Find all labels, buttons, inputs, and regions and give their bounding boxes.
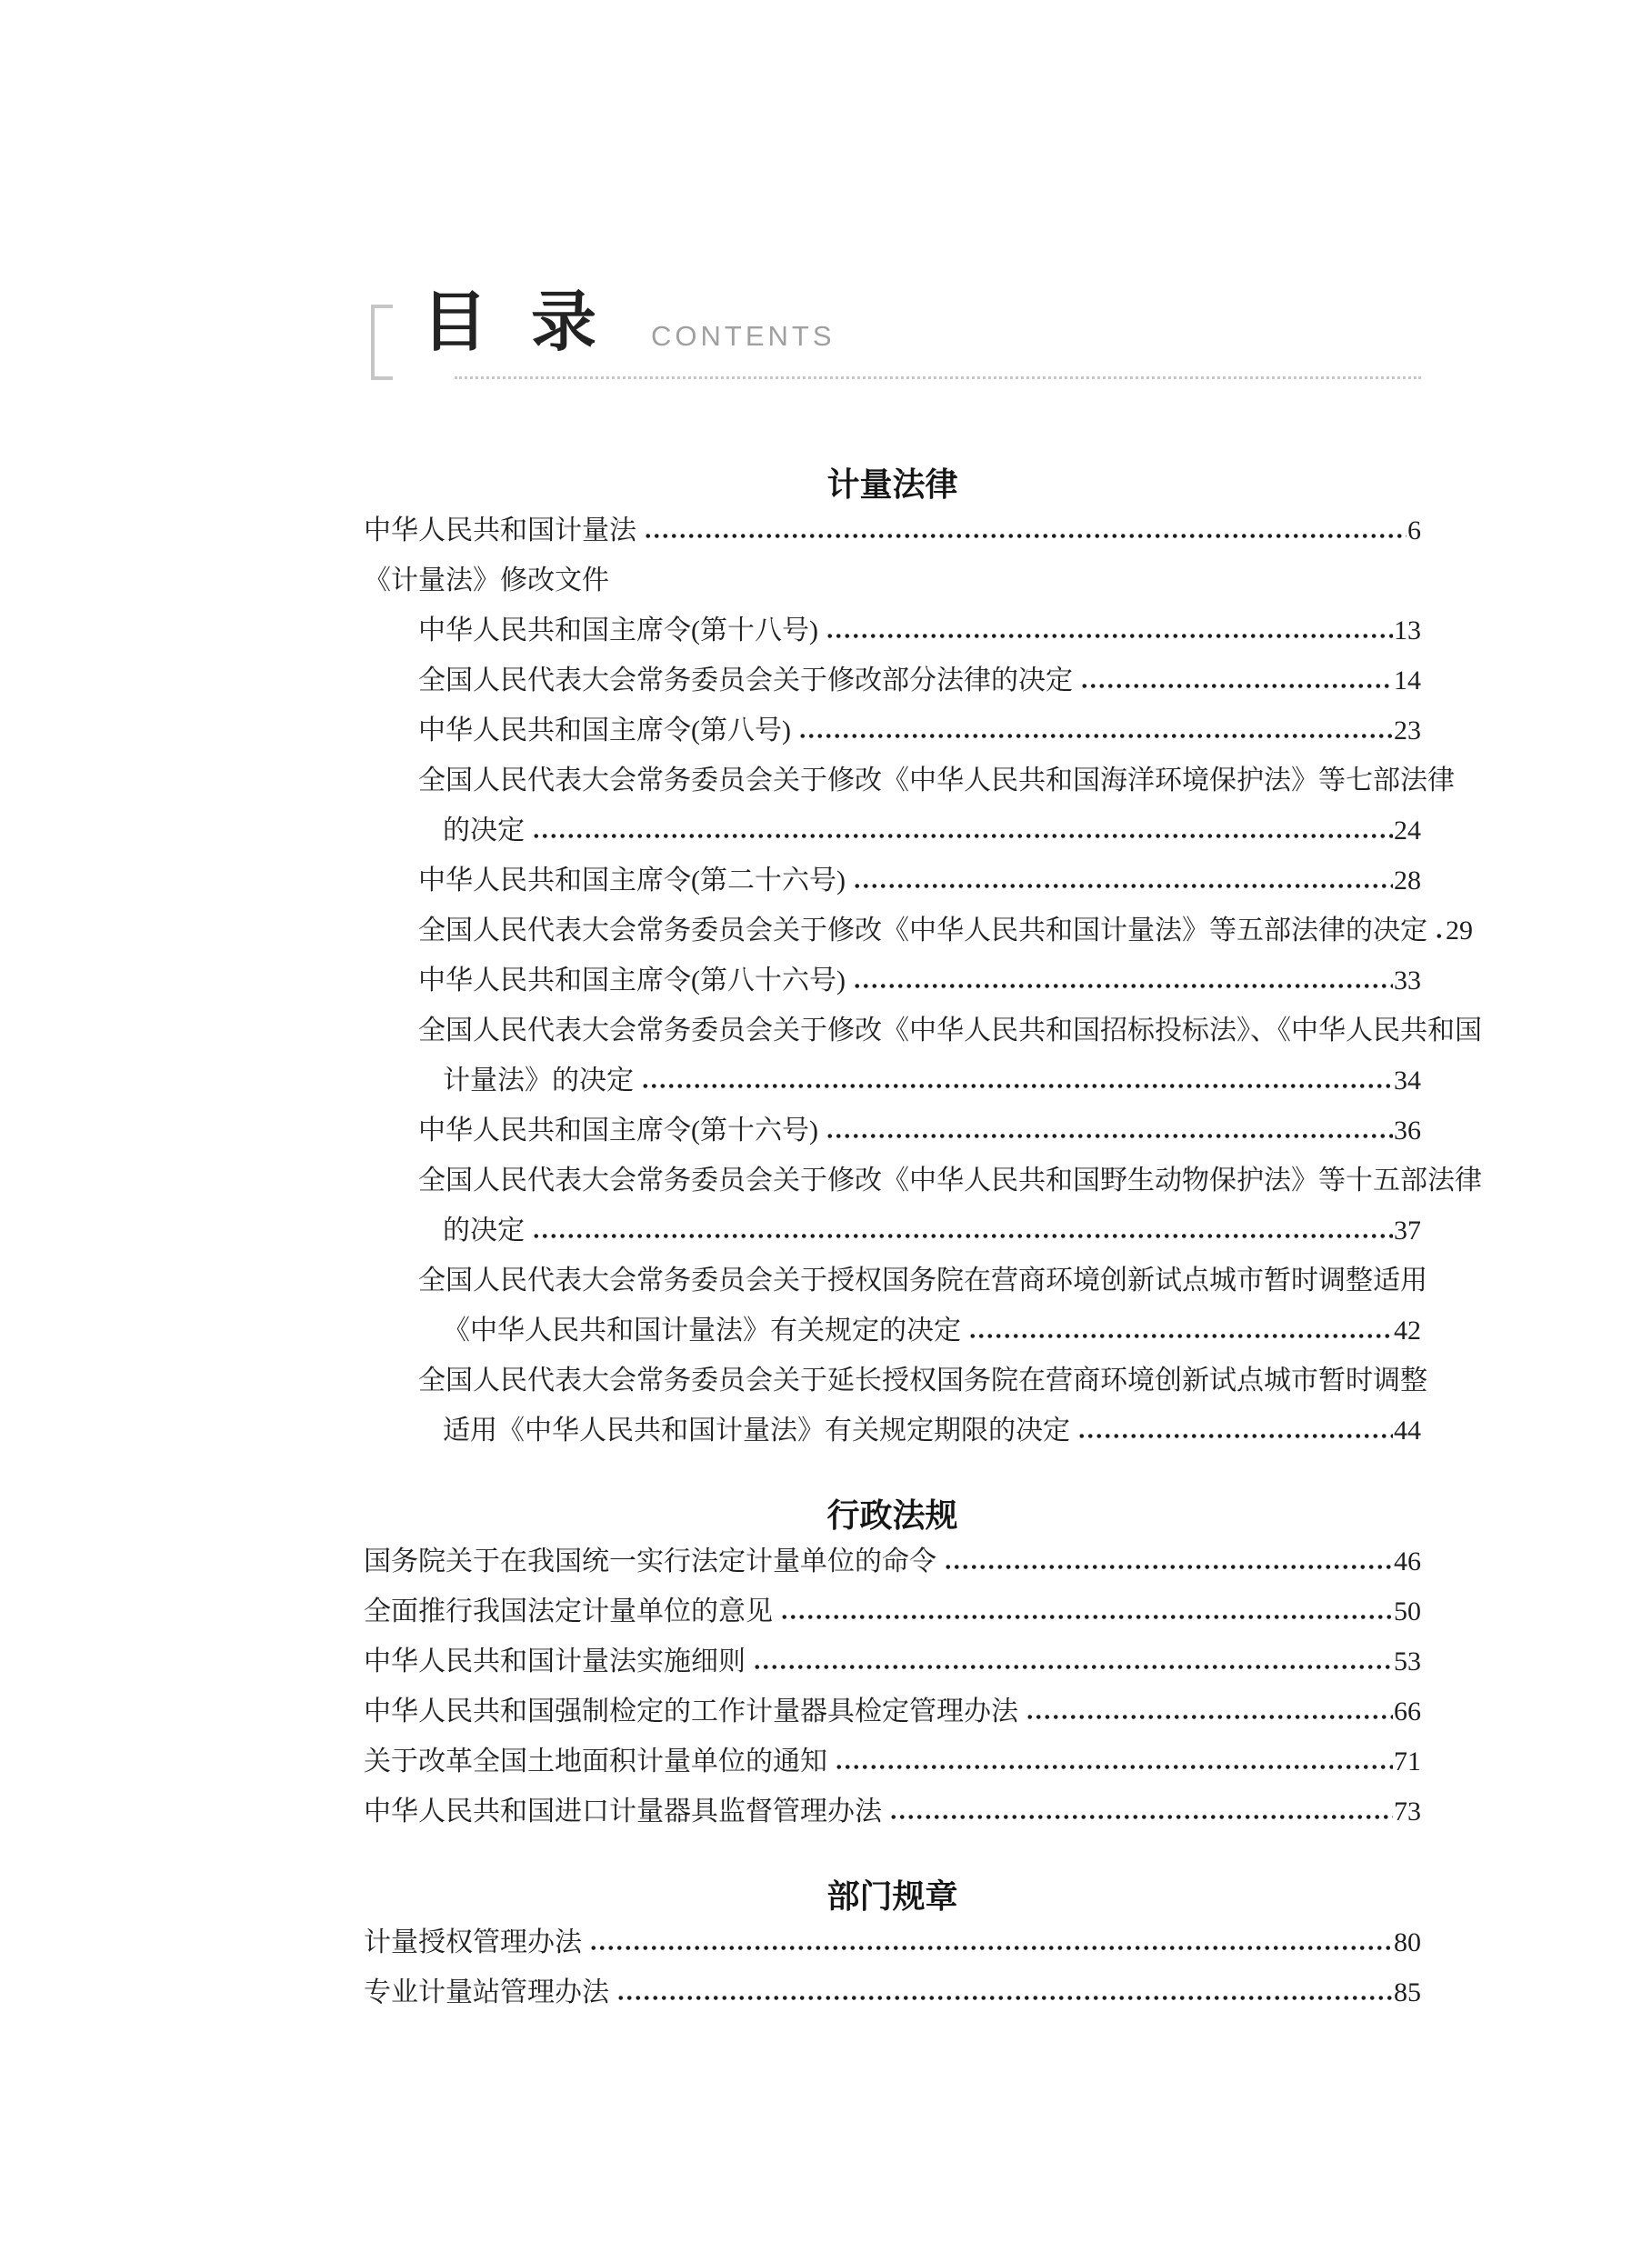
toc-entry	[364, 1917, 1421, 1967]
toc-entry	[364, 1586, 1421, 1636]
section-heading: 计量法律	[826, 465, 958, 504]
page-number: 13	[1394, 616, 1421, 646]
entry-title: 《中华人民共和国计量法》有关规定的决定	[443, 1316, 961, 1346]
toc-entry	[443, 806, 1421, 856]
dot-leader	[525, 1206, 1394, 1256]
entry-title: 中华人民共和国主席令(第八号)	[418, 716, 791, 746]
dot-leader	[936, 1536, 1394, 1586]
title-row	[422, 286, 1421, 359]
section-heading: 部门规章	[826, 1877, 958, 1916]
entry-title: 《计量法》修改文件	[364, 566, 609, 596]
page-number: 24	[1394, 816, 1421, 846]
page-title: 目 录	[422, 286, 610, 359]
entry-title: 中华人民共和国计量法	[364, 515, 636, 546]
toc-sections	[364, 463, 1482, 2017]
toc-entry	[443, 1206, 1421, 1256]
entry-title: 中华人民共和国主席令(第八十六号)	[418, 966, 846, 996]
dot-leader	[773, 1586, 1394, 1636]
entry-title: 全国人民代表大会常务委员会关于授权国务院在营商环境创新试点城市暂时调整适用	[418, 1266, 1427, 1296]
page-number: 33	[1394, 966, 1421, 996]
section-heading: 行政法规	[826, 1496, 958, 1535]
toc-entry	[418, 1256, 1427, 1306]
dot-leader	[609, 1967, 1394, 2017]
entry-title: 中华人民共和国计量法实施细则	[364, 1646, 746, 1677]
entry-title: 全国人民代表大会常务委员会关于修改《中华人民共和国野生动物保护法》等十五部法律	[418, 1166, 1482, 1196]
toc-section	[364, 463, 1482, 1456]
entry-title: 中华人民共和国主席令(第二十六号)	[418, 866, 846, 896]
toc-entry	[364, 1787, 1421, 1837]
toc-entry	[364, 505, 1421, 555]
entry-title: 全国人民代表大会常务委员会关于修改《中华人民共和国海洋环境保护法》等七部法律	[418, 766, 1455, 796]
entry-title: 全面推行我国法定计量单位的意见	[364, 1596, 773, 1627]
page-number: 46	[1394, 1546, 1421, 1577]
dot-leader	[791, 706, 1394, 756]
page-number: 29	[1446, 916, 1473, 946]
dot-leader	[818, 606, 1394, 656]
toc-entry	[418, 906, 1473, 956]
dot-leader	[582, 1917, 1394, 1967]
header-divider	[455, 376, 1421, 379]
entry-title: 中华人民共和国强制检定的工作计量器具检定管理办法	[364, 1697, 1018, 1727]
toc-entry	[364, 1687, 1421, 1737]
toc-entry	[364, 1636, 1421, 1687]
page-number: 28	[1394, 866, 1421, 896]
entry-title: 全国人民代表大会常务委员会关于修改《中华人民共和国计量法》等五部法律的决定	[418, 916, 1427, 946]
dot-leader	[846, 856, 1394, 906]
toc-entry	[364, 1536, 1421, 1586]
toc-entry	[443, 1056, 1421, 1106]
toc-entry	[418, 1106, 1421, 1156]
toc-entry	[443, 1406, 1421, 1456]
entry-title: 全国人民代表大会常务委员会关于延长授权国务院在营商环境创新试点城市暂时调整	[418, 1366, 1427, 1396]
entry-title: 的决定	[443, 1216, 525, 1246]
page-number: 50	[1394, 1596, 1421, 1627]
dot-leader	[961, 1306, 1394, 1356]
toc-entry	[418, 856, 1421, 906]
page-number: 85	[1394, 1977, 1421, 2008]
dot-leader	[525, 806, 1394, 856]
toc-section	[364, 1875, 1421, 2017]
page-number: 34	[1394, 1066, 1421, 1096]
page-number: 37	[1394, 1216, 1421, 1246]
entry-title: 关于改革全国土地面积计量单位的通知	[364, 1747, 827, 1777]
dot-leader	[818, 1106, 1394, 1156]
dot-leader	[846, 956, 1394, 1006]
page-number: 66	[1394, 1697, 1421, 1727]
toc-entry	[364, 1967, 1421, 2017]
toc-entry	[418, 1156, 1482, 1206]
page-subtitle: CONTENTS	[651, 320, 836, 353]
toc-entry	[418, 1356, 1427, 1406]
entry-title: 中华人民共和国主席令(第十六号)	[418, 1116, 818, 1146]
dot-leader	[746, 1636, 1394, 1687]
entry-title: 计量法》的决定	[443, 1066, 634, 1096]
entry-title: 国务院关于在我国统一实行法定计量单位的命令	[364, 1546, 936, 1577]
corner-bracket-decoration	[371, 305, 398, 380]
page-number: 42	[1394, 1316, 1421, 1346]
dot-leader	[634, 1056, 1394, 1106]
dot-leader	[1070, 1406, 1394, 1456]
page-number: 44	[1394, 1416, 1421, 1446]
entry-title: 中华人民共和国主席令(第十八号)	[418, 616, 818, 646]
entry-title: 全国人民代表大会常务委员会关于修改《中华人民共和国招标投标法》、《中华人民共和国	[418, 1016, 1482, 1046]
entry-title: 中华人民共和国进口计量器具监督管理办法	[364, 1797, 882, 1827]
page-number: 14	[1394, 666, 1421, 696]
entry-title: 适用《中华人民共和国计量法》有关规定期限的决定	[443, 1416, 1070, 1446]
toc-entry	[418, 656, 1421, 706]
toc-entry	[364, 1737, 1421, 1787]
dot-leader	[882, 1787, 1394, 1837]
entry-title: 的决定	[443, 816, 525, 846]
dot-leader	[636, 505, 1407, 555]
page-number: 6	[1407, 515, 1421, 546]
toc-entry	[418, 956, 1421, 1006]
toc-header	[364, 259, 1421, 379]
entry-title: 全国人民代表大会常务委员会关于修改部分法律的决定	[418, 666, 1073, 696]
toc-content	[364, 259, 1482, 2017]
page-number: 80	[1394, 1927, 1421, 1958]
dot-leader	[1427, 906, 1446, 956]
toc-entry	[418, 1006, 1482, 1056]
toc-entry	[418, 706, 1421, 756]
toc-entry	[418, 606, 1421, 656]
page-number: 53	[1394, 1646, 1421, 1677]
toc-section	[364, 1494, 1421, 1837]
entry-title: 计量授权管理办法	[364, 1927, 582, 1958]
page-number: 23	[1394, 716, 1421, 746]
toc-entry	[418, 756, 1455, 806]
dot-leader	[1073, 656, 1394, 706]
toc-entry	[443, 1306, 1421, 1356]
dot-leader	[827, 1737, 1394, 1787]
entry-title: 专业计量站管理办法	[364, 1977, 609, 2008]
toc-entry	[364, 555, 1421, 606]
page-number: 71	[1394, 1747, 1421, 1777]
dot-leader	[1018, 1687, 1394, 1737]
page-number: 36	[1394, 1116, 1421, 1146]
page-number: 73	[1394, 1797, 1421, 1827]
